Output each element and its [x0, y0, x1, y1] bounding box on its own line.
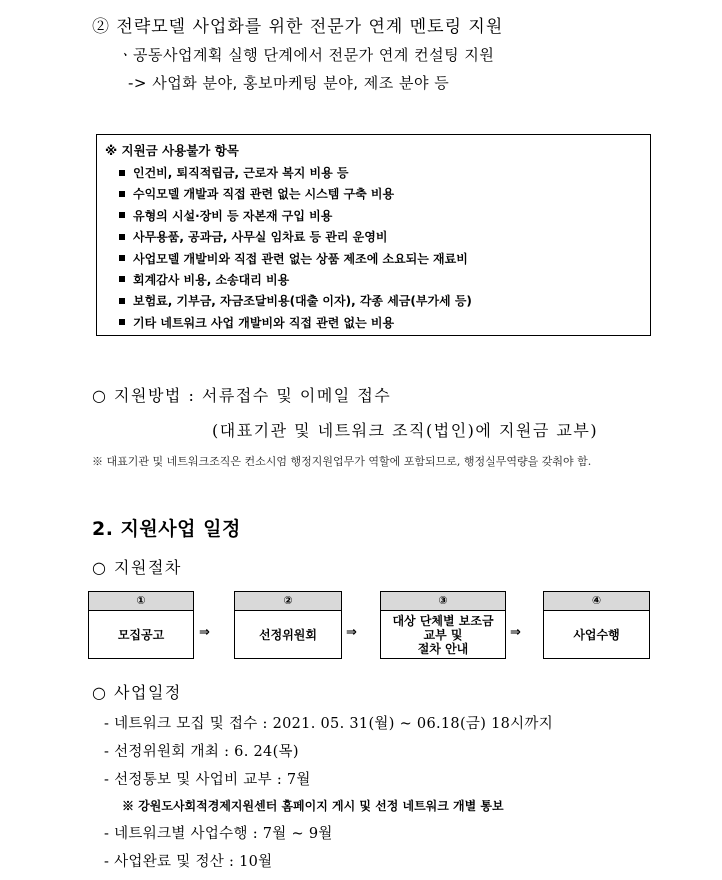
bullet-square-icon: [119, 170, 125, 176]
list-item: 사업모델 개발비와 직접 관련 없는 상품 제조에 소요되는 재료비: [119, 249, 472, 270]
method-sub: (대표기관 및 네트워크 조직(법인)에 지원금 교부): [212, 421, 599, 440]
method-heading: ○ 지원방법 : 서류접수 및 이메일 접수: [92, 386, 392, 405]
list-item: 사무용품, 공과금, 사무실 임차료 등 관리 운영비: [119, 227, 472, 248]
list-item: 회계감사 비용, 소송대리 비용: [119, 270, 472, 291]
step-label: 대상 단체별 보조금 교부 및 절차 안내: [392, 614, 494, 656]
mentoring-line-2: -> 사업화 분야, 홍보마케팅 분야, 제조 분야 등: [128, 74, 450, 92]
schedule-item: - 네트워크별 사업수행 : 7월 ~ 9월: [104, 826, 333, 842]
bullet-square-icon: [119, 234, 125, 240]
bullet-square-icon: [119, 298, 125, 304]
restricted-items-title: ※ 지원금 사용불가 항목: [105, 143, 239, 158]
step-4-box: [543, 591, 650, 659]
restricted-items-box: [96, 134, 651, 336]
step-label: 모집공고: [117, 628, 165, 642]
bullet-square-icon: [119, 191, 125, 197]
flow-arrow-icon: ⇒: [346, 625, 357, 640]
bullet-square-icon: [119, 319, 125, 325]
step-number: ③: [381, 592, 505, 611]
step-number: ①: [89, 592, 193, 611]
step-2-box: [234, 591, 342, 659]
flow-arrow-icon: ⇒: [199, 625, 210, 640]
bullet-square-icon: [119, 212, 125, 218]
list-item: 유형의 시설·장비 등 자본재 구입 비용: [119, 206, 472, 227]
step-number: ④: [544, 592, 649, 611]
step-number: ②: [235, 592, 341, 611]
list-item: 기타 네트워크 사업 개발비와 직접 관련 없는 비용: [119, 313, 472, 334]
schedule-item: - 선정위원회 개최 : 6. 24(목): [104, 744, 299, 760]
section-title: 2. 지원사업 일정: [92, 518, 241, 540]
method-note: ※ 대표기관 및 네트워크조직은 컨소시엄 행정지원업무가 역할에 포함되므로, 행정실무역량을 갖춰야 함.: [92, 455, 592, 468]
mentoring-heading: ② 전략모델 사업화를 위한 전문가 연계 멘토링 지원: [92, 17, 504, 37]
selection-notice: ※ 강원도사회적경제지원센터 홈페이지 게시 및 선정 네트워크 개별 통보: [122, 799, 504, 813]
schedule-item: - 네트워크 모집 및 접수 : 2021. 05. 31(월) ~ 06.18(금) 18시까지: [104, 716, 554, 732]
bullet-square-icon: [119, 276, 125, 282]
step-1-box: [88, 591, 194, 659]
step-3-box: [380, 591, 506, 659]
step-label: 선정위원회: [259, 628, 317, 642]
list-item: 보험료, 기부금, 자금조달비용(대출 이자), 각종 세금(부가세 등): [119, 291, 472, 312]
step-label: 사업수행: [573, 628, 620, 642]
flow-arrow-icon: ⇒: [510, 625, 521, 640]
mentoring-line-1: ㆍ공동사업계획 실행 단계에서 전문가 연계 컨설팅 지원: [118, 46, 495, 64]
list-item: 수익모델 개발과 직접 관련 없는 시스템 구축 비용: [119, 184, 472, 205]
procedure-heading: ○ 지원절차: [92, 558, 182, 577]
bullet-square-icon: [119, 255, 125, 261]
schedule-item: - 사업완료 및 정산 : 10월: [104, 854, 273, 870]
schedule-item: - 선정통보 및 사업비 교부 : 7월: [104, 772, 311, 788]
schedule-heading: ○ 사업일정: [92, 683, 182, 702]
restricted-items-list: [119, 163, 472, 334]
list-item: 인건비, 퇴직적립금, 근로자 복지 비용 등: [119, 163, 472, 184]
